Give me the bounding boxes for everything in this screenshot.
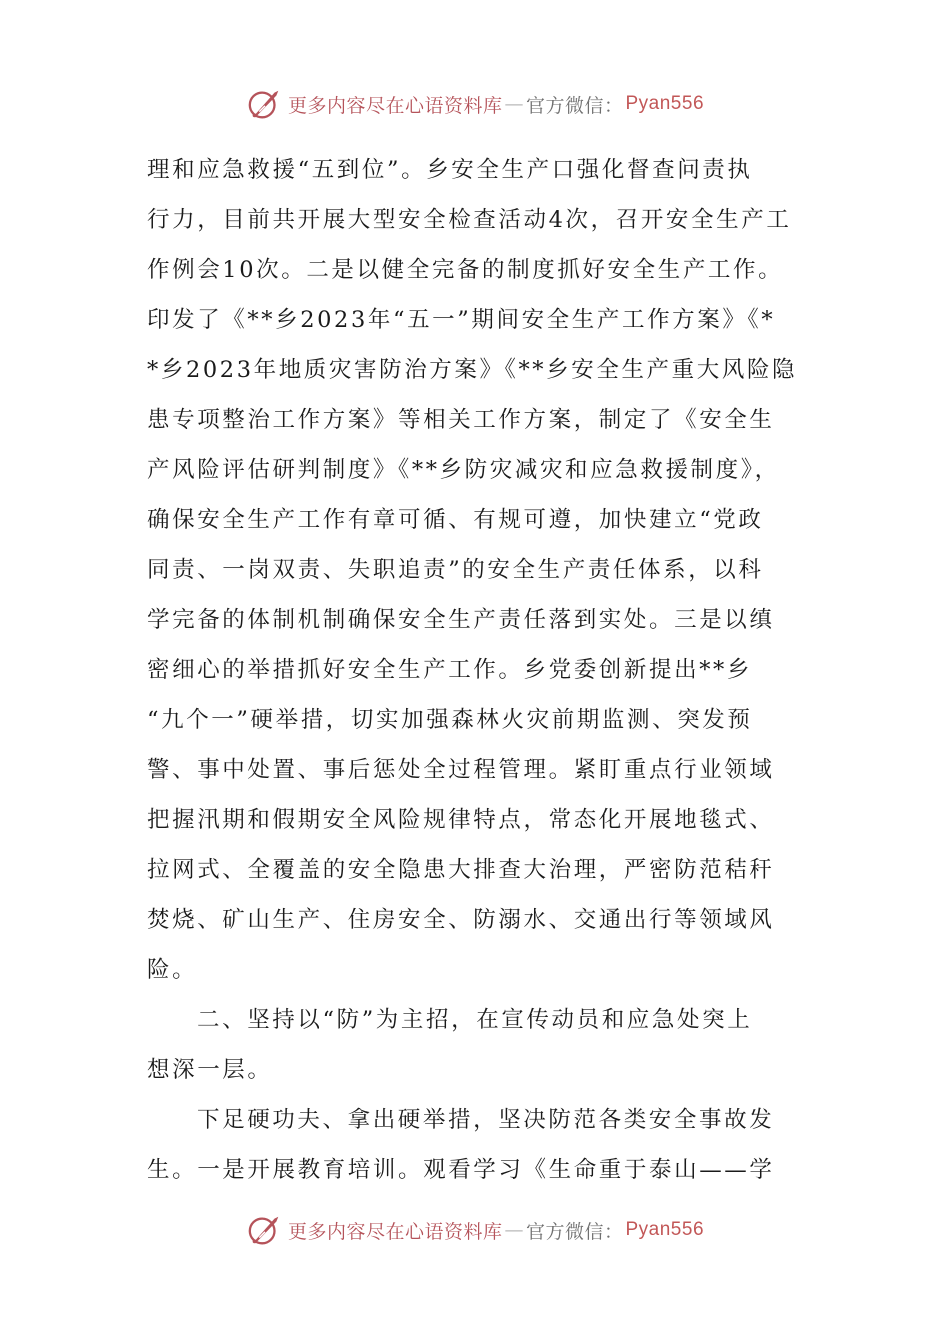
document-body <box>147 145 817 1195</box>
section-heading-line: 二、坚持以“防”为主招，在宣传动员和应急处突上 <box>197 1007 753 1033</box>
text-line: 学完备的体制机制确保安全生产责任落到实处。三是以缜 <box>147 607 775 633</box>
section-heading-line: 想深一层。 <box>147 1057 273 1083</box>
text-line: “九个一”硬举措，切实加强森林火灾前期监测、突发预 <box>147 707 753 733</box>
banner-wechat-label: 官方微信： <box>525 94 624 117</box>
text-line: 密细心的举措抓好安全生产工作。乡党委创新提出**乡 <box>147 657 753 683</box>
header-watermark-banner <box>0 84 950 124</box>
banner-wechat-id: Pyan556 <box>625 1219 705 1240</box>
text-line: 理和应急救援“五到位”。乡安全生产口强化督查问责执 <box>147 157 753 183</box>
banner-wechat-label: 官方微信： <box>525 1220 624 1243</box>
text-line: 拉网式、全覆盖的安全隐患大排查大治理，严密防范秸秆 <box>147 857 775 883</box>
text-line: 警、事中处置、事后惩处全过程管理。紧盯重点行业领域 <box>147 757 775 783</box>
quill-pen-logo-icon <box>246 85 284 123</box>
banner-separator: — <box>504 93 524 115</box>
banner-separator: — <box>504 1219 524 1241</box>
text-line: *乡2023年地质灾害防治方案》《**乡安全生产重大风险隐 <box>147 357 798 383</box>
text-line: 焚烧、矿山生产、住房安全、防溺水、交通出行等领域风 <box>147 907 775 933</box>
text-line: 险。 <box>147 957 198 983</box>
text-line: 生。一是开展教育培训。观看学习《生命重于泰山——学 <box>147 1157 775 1183</box>
text-line: 把握汛期和假期安全风险规律特点，常态化开展地毯式、 <box>147 807 775 833</box>
text-line: 确保安全生产工作有章可循、有规可遵，加快建立“党政 <box>147 507 764 533</box>
quill-pen-logo-icon <box>246 1211 284 1249</box>
text-line: 作例会10次。二是以健全完备的制度抓好安全生产工作。 <box>147 257 784 283</box>
text-line: 患专项整治工作方案》等相关工作方案，制定了《安全生 <box>147 407 775 433</box>
banner-wechat-id: Pyan556 <box>625 93 705 114</box>
text-line: 行力，目前共开展大型安全检查活动4次，召开安全生产工 <box>147 207 792 233</box>
banner-brand-text: 更多内容尽在心语资料库 <box>287 94 503 117</box>
text-line: 同责、一岗双责、失职追责”的安全生产责任体系，以科 <box>147 557 764 583</box>
footer-watermark-banner <box>0 1210 950 1250</box>
text-line: 产风险评估研判制度》《**乡防灾减灾和应急救援制度》， <box>147 457 780 483</box>
text-line: 下足硬功夫、拿出硬举措，坚决防范各类安全事故发 <box>197 1107 775 1133</box>
text-line: 印发了《**乡2023年“五一”期间安全生产工作方案》《* <box>147 307 776 333</box>
banner-brand-text: 更多内容尽在心语资料库 <box>287 1220 503 1243</box>
